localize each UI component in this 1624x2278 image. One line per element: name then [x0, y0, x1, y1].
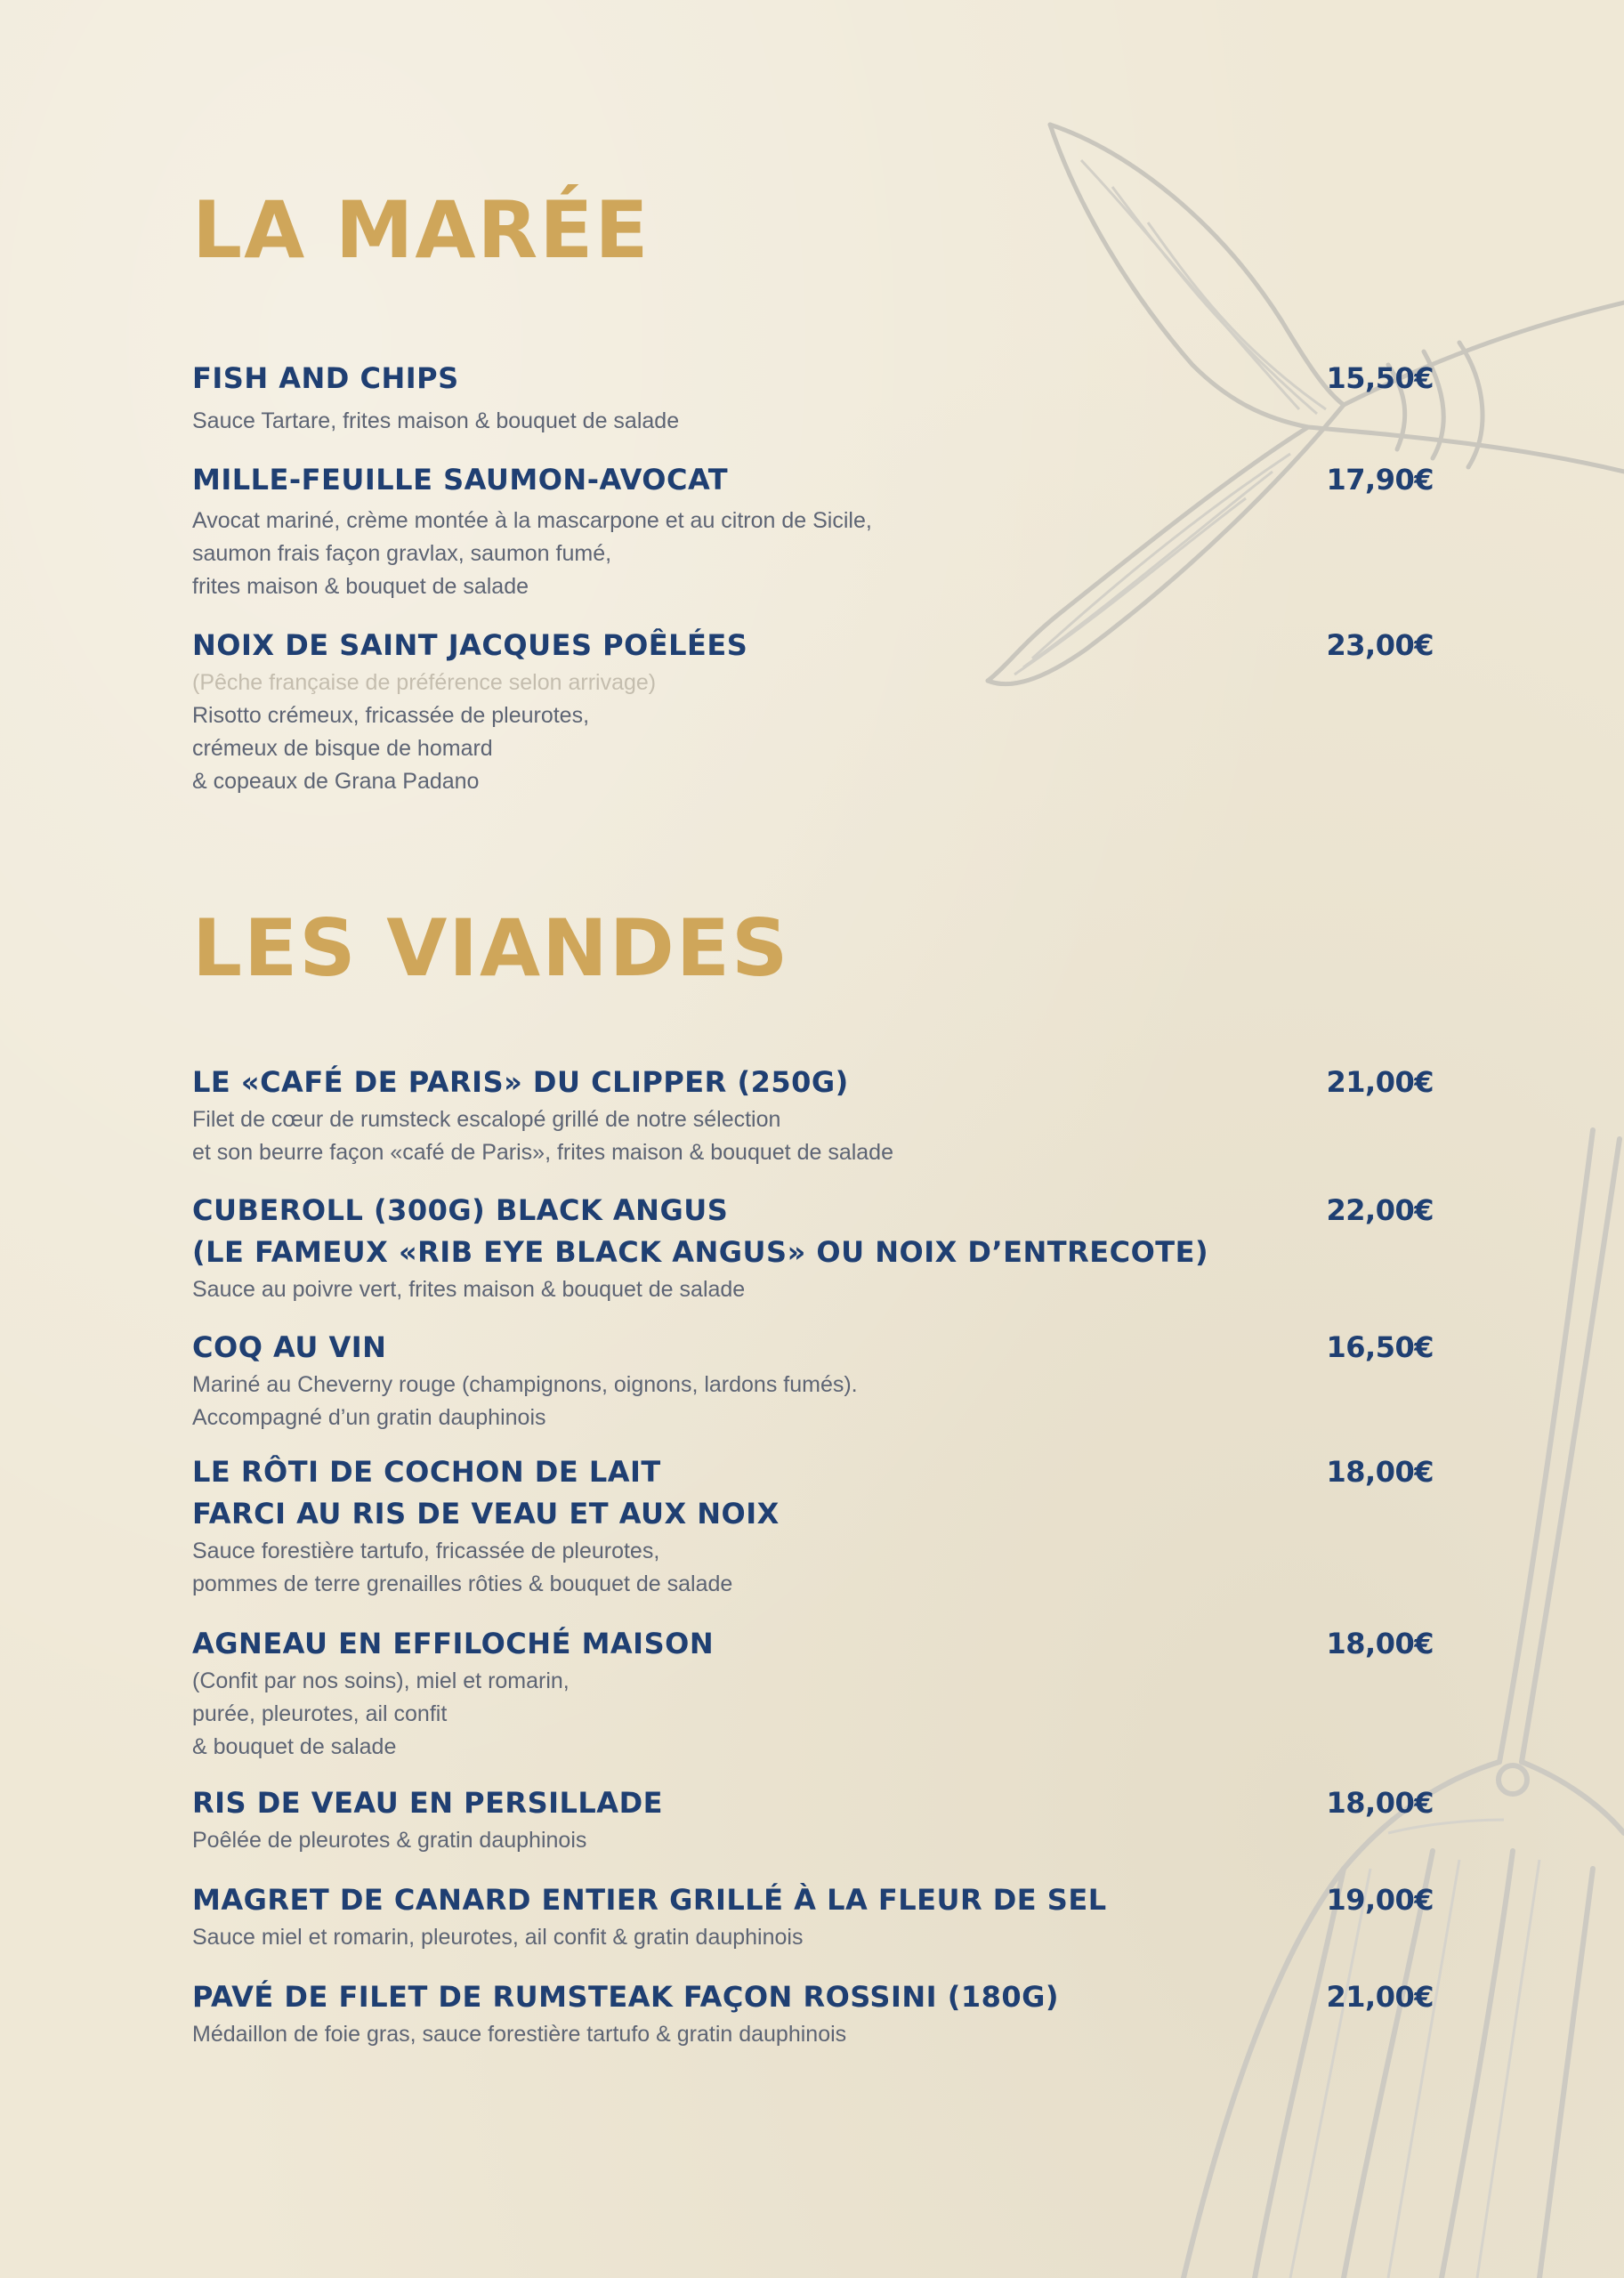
item-name: PAVÉ DE FILET DE RUMSTEAK FAÇON ROSSINI (180G) — [192, 1980, 1059, 2014]
item-description: Poêlée de pleurotes & gratin dauphinois — [192, 1828, 587, 1853]
item-description: Mariné au Cheverny rouge (champignons, oignons, lardons fumés). Accompagné d’un gratin dauphinois — [192, 1372, 858, 1430]
item-description: Avocat mariné, crème montée à la mascarpone et au citron de Sicile, saumon frais façon gravlax, saumon fumé, frites maison & bouquet de salade — [192, 508, 872, 599]
item-price: 19,00€ — [1326, 1883, 1434, 1917]
item-name: MILLE-FEUILLE SAUMON-AVOCAT — [192, 463, 729, 497]
menu-item — [192, 459, 1434, 603]
item-price: 15,50€ — [1326, 361, 1434, 395]
item-price: 21,00€ — [1326, 1980, 1434, 2014]
section-title-les-viandes: LES VIANDES — [192, 902, 790, 994]
menu-item — [192, 1879, 1434, 1954]
item-name: COQ AU VIN — [192, 1330, 387, 1364]
menu-item — [192, 1190, 1434, 1306]
item-name: RIS DE VEAU EN PERSILLADE — [192, 1786, 663, 1820]
item-name: AGNEAU EN EFFILOCHÉ MAISON — [192, 1627, 715, 1660]
item-price: 21,00€ — [1326, 1065, 1434, 1099]
item-price: 17,90€ — [1326, 463, 1434, 497]
item-description: (Confit par nos soins), miel et romarin, purée, pleurotes, ail confit & bouquet de salade — [192, 1668, 570, 1759]
item-description: Filet de cœur de rumsteck escalopé grillé de notre sélection et son beurre façon «café de Paris», frites maison & bouquet de salade — [192, 1107, 893, 1165]
item-price: 18,00€ — [1326, 1455, 1434, 1489]
item-name: LE «CAFÉ DE PARIS» DU CLIPPER (250G) — [192, 1065, 849, 1099]
menu-item — [192, 1782, 1434, 1857]
item-name: FISH AND CHIPS — [192, 361, 459, 395]
menu-item — [192, 358, 1434, 438]
menu-item — [192, 1976, 1434, 2051]
item-description: Risotto crémeux, fricassée de pleurotes, crémeux de bisque de homard & copeaux de Grana Padano — [192, 703, 590, 794]
menu-item — [192, 625, 1434, 798]
item-price: 16,50€ — [1326, 1330, 1434, 1364]
item-description: Sauce miel et romarin, pleurotes, ail confit & gratin dauphinois — [192, 1925, 804, 1950]
item-name: NOIX DE SAINT JACQUES POÊLÉES — [192, 628, 748, 662]
item-description: Sauce au poivre vert, frites maison & bouquet de salade — [192, 1277, 746, 1302]
menu-item — [192, 1327, 1434, 1434]
menu-item — [192, 1062, 1434, 1169]
item-note: (Pêche française de préférence selon arrivage) — [192, 670, 657, 695]
section-title-la-maree: LA MARÉE — [192, 184, 650, 276]
item-name: CUBEROLL (300G) BLACK ANGUS (LE FAMEUX «RIB EYE BLACK ANGUS» OU NOIX D’ENTRECOTE) — [192, 1193, 1209, 1269]
item-price: 23,00€ — [1326, 628, 1434, 662]
item-price: 18,00€ — [1326, 1786, 1434, 1820]
item-name: MAGRET DE CANARD ENTIER GRILLÉ À LA FLEUR DE SEL — [192, 1883, 1107, 1917]
item-price: 18,00€ — [1326, 1627, 1434, 1660]
item-description: Sauce forestière tartufo, fricassée de pleurotes, pommes de terre grenailles rôties & bouquet de salade — [192, 1539, 733, 1596]
item-name: LE RÔTI DE COCHON DE LAIT FARCI AU RIS DE VEAU ET AUX NOIX — [192, 1455, 780, 1531]
item-price: 22,00€ — [1326, 1193, 1434, 1227]
item-description: Sauce Tartare, frites maison & bouquet de salade — [192, 408, 680, 433]
menu-item — [192, 1451, 1434, 1601]
menu-item — [192, 1623, 1434, 1764]
item-description: Médaillon de foie gras, sauce forestière tartufo & gratin dauphinois — [192, 2022, 847, 2047]
